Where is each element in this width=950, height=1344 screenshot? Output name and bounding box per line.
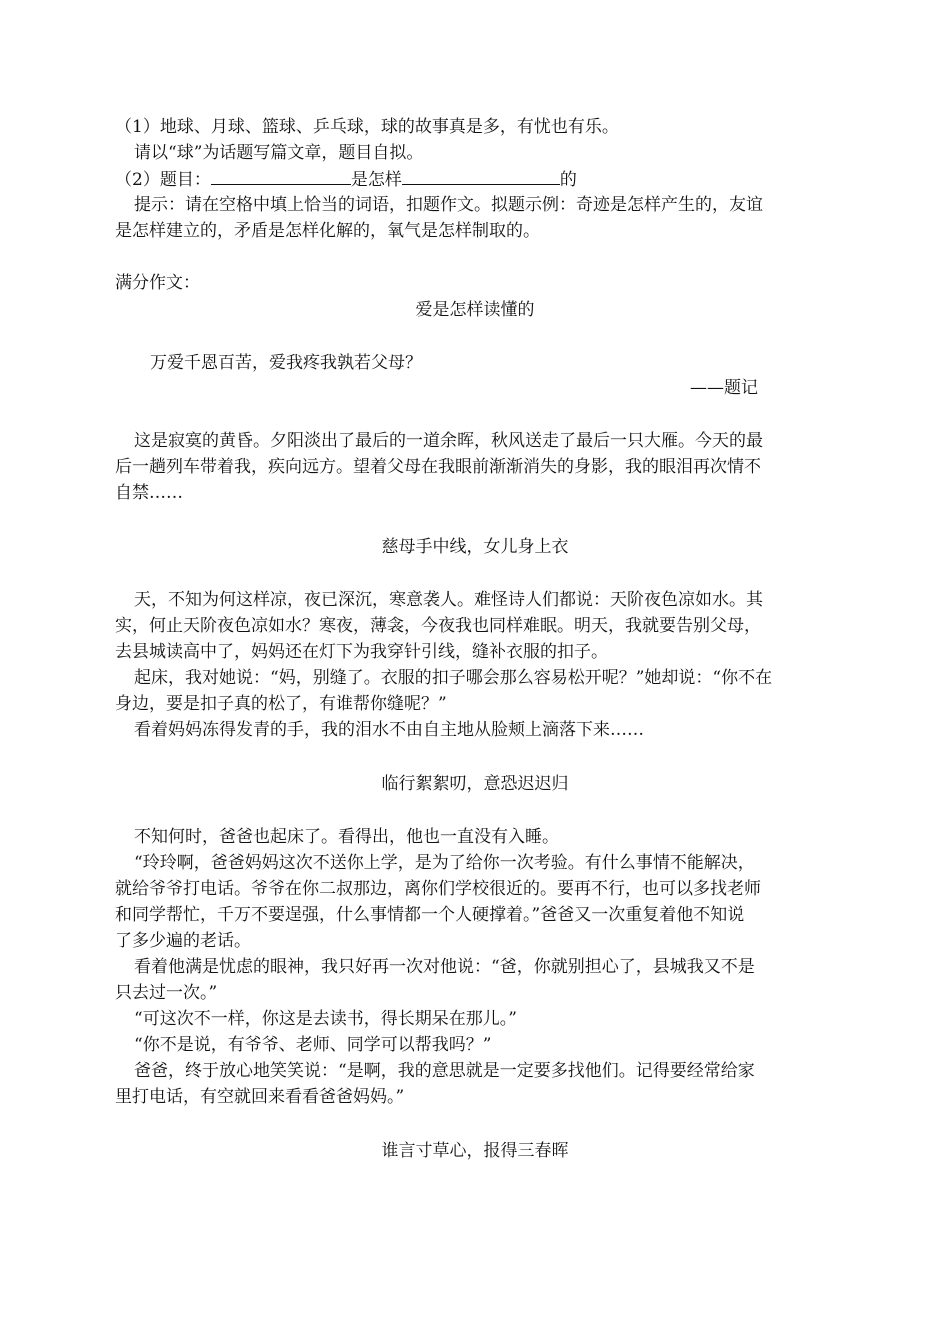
prompt-1-line-2: 请以“球”为话题写篇文章，题目自拟。 bbox=[134, 143, 424, 163]
hint-line-1: 提示：请在空格中填上恰当的词语，扣题作文。拟题示例：奇迹是怎样产生的，友谊 bbox=[134, 195, 763, 215]
section-2-line: 就给爷爷打电话。爷爷在你二叔那边，离你们学校很近的。要再不行，也可以多找老师 bbox=[115, 879, 761, 899]
section-1-line: 天，不知为何这样凉，夜已深沉，寒意袭人。难怪诗人们都说：天阶夜色凉如水。其 bbox=[134, 590, 763, 610]
prompt-2-suffix: 的 bbox=[559, 170, 577, 190]
title-blank-1 bbox=[211, 168, 351, 185]
intro-line: 自禁…… bbox=[115, 483, 183, 503]
section-2-line: 里打电话，有空就回来看看爸爸妈妈。” bbox=[115, 1087, 405, 1107]
prompt-2-prefix: （2）题目： bbox=[115, 170, 211, 190]
section-1-line: 身边，要是扣子真的松了，有谁帮你缝呢？” bbox=[115, 694, 447, 714]
section-2-line: “玲玲啊，爸爸妈妈这次不送你上学，是为了给你一次考验。有什么事情不能解决， bbox=[134, 853, 755, 873]
section-1-line: 去县城读高中了，妈妈还在灯下为我穿针引线，缝补衣服的扣子。 bbox=[115, 642, 608, 662]
essay-label: 满分作文： bbox=[115, 273, 200, 293]
section-heading-2: 临行絮絮叨，意恐迟迟归 bbox=[381, 774, 569, 794]
epigraph: 万爱千恩百苦，爱我疼我孰若父母？ bbox=[150, 353, 422, 373]
section-1-line: 看着妈妈冻得发青的手，我的泪水不由自主地从脸颊上滴落下来…… bbox=[134, 720, 644, 740]
section-1-line: 起床，我对她说：“妈，别缝了。衣服的扣子哪会那么容易松开呢？”她却说：“你不在 bbox=[134, 668, 773, 688]
prompt-1-line-1: （1）地球、月球、篮球、乒乓球，球的故事真是多，有忧也有乐。 bbox=[115, 117, 619, 137]
section-2-line: 只去过一次。” bbox=[115, 983, 218, 1003]
prompt-2-line bbox=[115, 168, 577, 191]
essay-title: 爱是怎样读懂的 bbox=[415, 300, 535, 320]
prompt-2-middle: 是怎样 bbox=[350, 170, 402, 190]
section-heading-1: 慈母手中线，女儿身上衣 bbox=[381, 537, 569, 557]
section-2-line: 爸爸，终于放心地笑笑说：“是啊，我的意思就是一定要多找他们。记得要经常给家 bbox=[134, 1061, 755, 1081]
intro-line: 后一趟列车带着我，疾向远方。望着父母在我眼前渐渐消失的身影，我的眼泪再次情不 bbox=[115, 457, 761, 477]
epigraph-source: ——题记 bbox=[690, 378, 758, 398]
section-2-line: 不知何时，爸爸也起床了。看得出，他也一直没有入睡。 bbox=[134, 827, 559, 847]
section-2-line: “可这次不一样，你这是去读书，得长期呆在那儿。” bbox=[134, 1009, 517, 1029]
section-heading-3: 谁言寸草心，报得三春晖 bbox=[381, 1141, 569, 1161]
section-2-line: 看着他满是忧虑的眼神，我只好再一次对他说：“爸，你就别担心了，县城我又不是 bbox=[134, 957, 755, 977]
section-2-line: 和同学帮忙，千万不要逞强，什么事情都一个人硬撑着。”爸爸又一次重复着他不知说 bbox=[115, 905, 745, 925]
section-2-line: “你不是说，有爷爷、老师、同学可以帮我吗？” bbox=[134, 1035, 492, 1055]
intro-line: 这是寂寞的黄昏。夕阳淡出了最后的一道余晖，秋风送走了最后一只大雁。今天的最 bbox=[134, 431, 763, 451]
title-blank-2 bbox=[402, 168, 560, 185]
section-1-line: 实，何止天阶夜色凉如水？寒夜，薄衾，今夜我也同样难眠。明天，我就要告别父母， bbox=[115, 616, 761, 636]
section-2-line: 了多少遍的老话。 bbox=[115, 931, 251, 951]
hint-line-2: 是怎样建立的，矛盾是怎样化解的，氧气是怎样制取的。 bbox=[115, 221, 540, 241]
